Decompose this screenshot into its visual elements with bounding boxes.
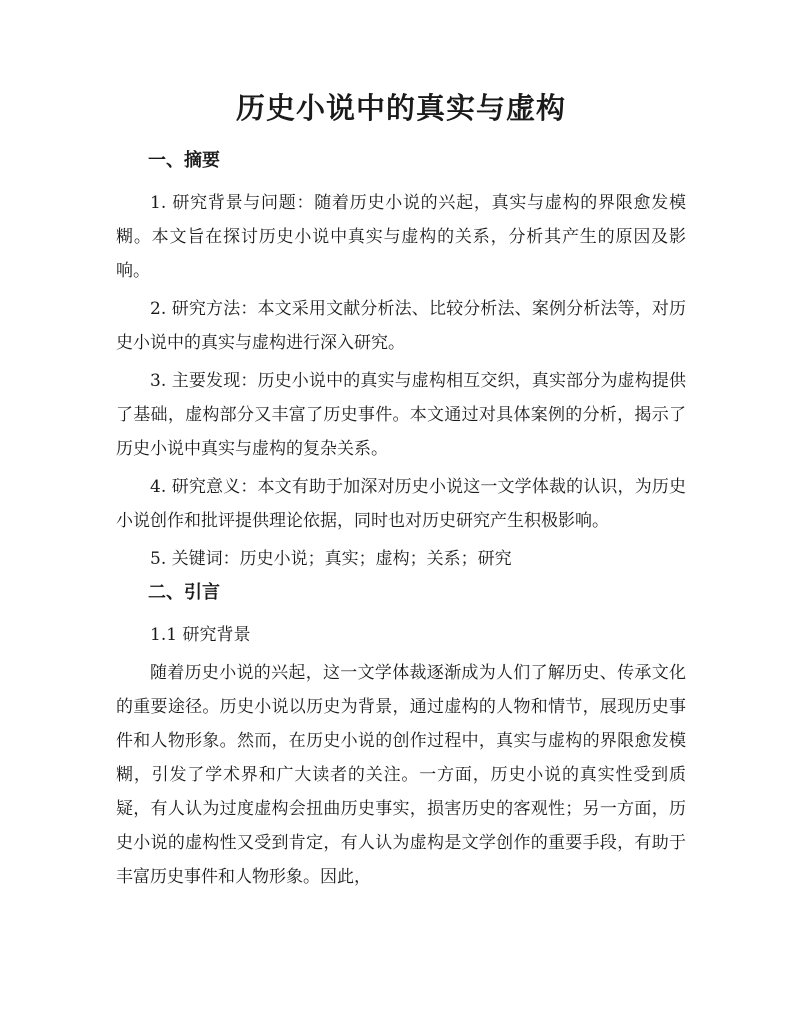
document-page — [116, 88, 686, 898]
intro-paragraph: 随着历史小说的兴起，这一文学体裁逐渐成为人们了解历史、传承文化的重要途径。历史小说以历史为背景，通过虚构的人物和情节，展现历史事件和人物形象。然而，在历史小说的创作过程中，真实与虚构的界限愈发模糊，引发了学术界和广大读者的关注。一方面，历史小说的真实性受到质疑，有人认为过度虚构会扭曲历史事实，损害历史的客观性；另一方面，历史小说的虚构性又受到肯定，有人认为虚构是文学创作的重要手段，有助于丰富历史事件和人物形象。因此， — [116, 663, 686, 887]
abstract-item-method: 2. 研究方法：本文采用文献分析法、比较分析法、案例分析法等，对历史小说中的真实与虚构进行深入研究。 — [116, 299, 686, 353]
intro-heading: 二、引言 — [148, 582, 220, 603]
abstract-item-keywords: 5. 关键词：历史小说；真实；虚构；关系；研究 — [150, 549, 512, 569]
abstract-item-background: 1. 研究背景与问题：随着历史小说的兴起，真实与虚构的界限愈发模糊。本文旨在探讨历史小说中真实与虚构的关系，分析其产生的原因及影响。 — [116, 193, 686, 281]
abstract-item-findings: 3. 主要发现：历史小说中的真实与虚构相互交织，真实部分为虚构提供了基础，虚构部分又丰富了历史事件。本文通过对具体案例的分析，揭示了历史小说中真实与虚构的复杂关系。 — [116, 371, 686, 459]
abstract-heading: 一、摘要 — [148, 150, 220, 171]
intro-subheading: 1.1 研究背景 — [150, 625, 251, 645]
document-title: 历史小说中的真实与虚构 — [235, 91, 566, 125]
abstract-item-significance: 4. 研究意义：本文有助于加深对历史小说这一文学体裁的认识，为历史小说创作和批评提供理论依据，同时也对历史研究产生积极影响。 — [116, 477, 686, 531]
